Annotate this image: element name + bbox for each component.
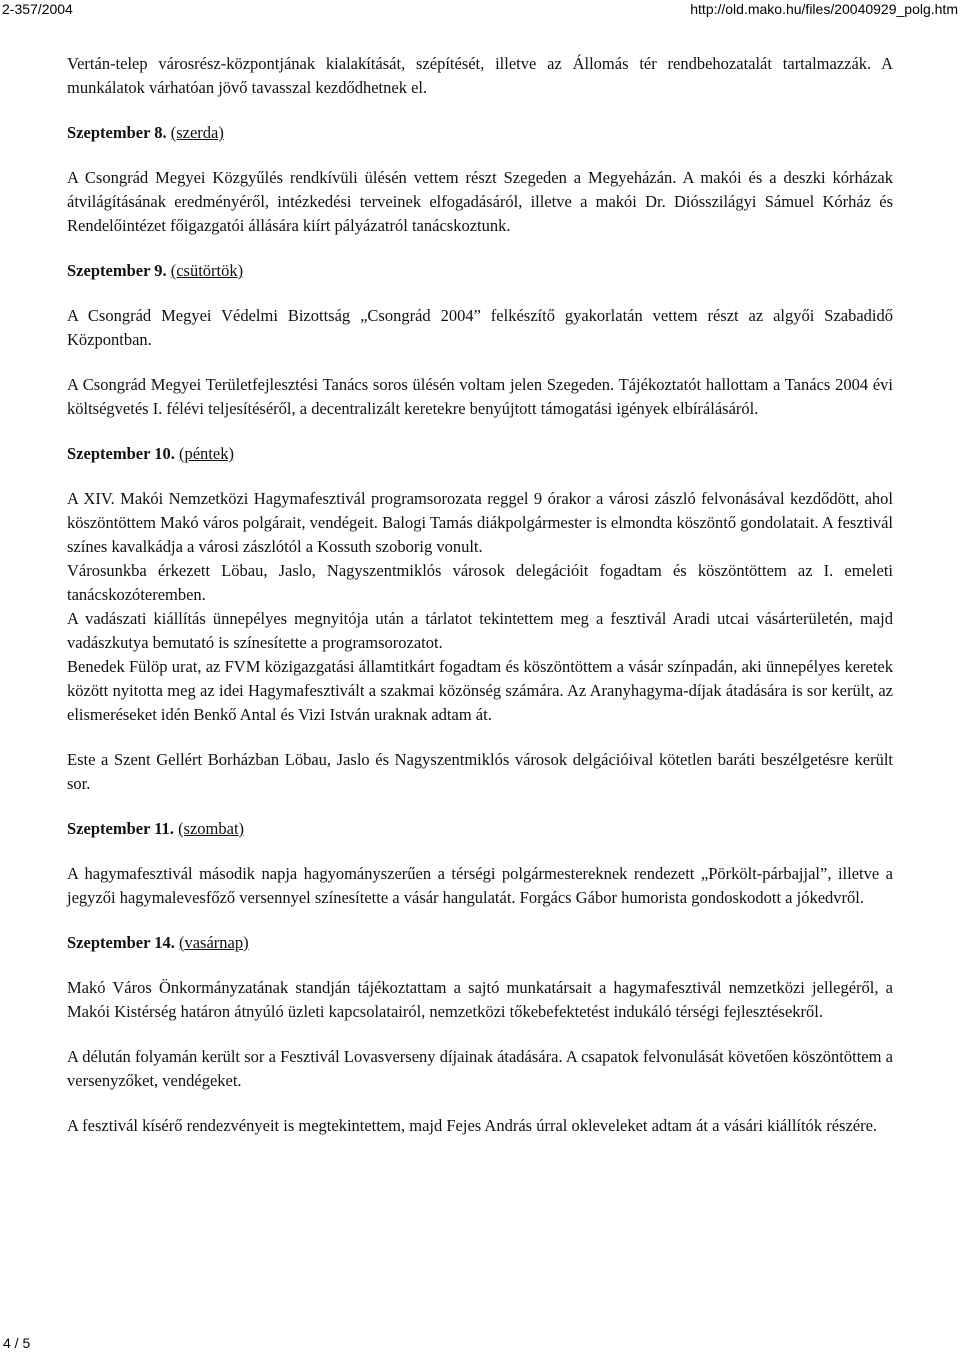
section-heading — [67, 931, 893, 955]
paragraph: Városunkba érkezett Löbau, Jaslo, Nagyszentmiklós városok delegációit fogadtam és köszöntöttem az I. emeleti tanácskozóteremben. — [67, 561, 893, 604]
section-day: (csütörtök) — [170, 261, 244, 280]
paragraph: Benedek Fülöp urat, az FVM közigazgatási államtitkárt fogadtam és köszöntöttem a vásár színpadán, aki ünnepélyes keretek között nyitotta meg az idei Hagymafesztivált a szakmai közönség számára. Az Aranyhagyma-díjak átadására is sor került, az elismeréseket idén Benkő Antal és Vizi István uraknak adtam át. — [67, 657, 893, 724]
paragraph: Makó Város Önkormányzatának standján tájékoztattam a sajtó munkatársait a hagymafesztivál nemzetközi jellegéről, a Makói Kistérség határon átnyúló üzleti kapcsolatairól, nemzetközi tőkebefektetést indukáló térségi fejlesztésekről. — [67, 978, 893, 1021]
paragraph: A XIV. Makói Nemzetközi Hagymafesztivál programsorozata reggel 9 órakor a városi zászló felvonásával kezdődött, ahol köszöntöttem Makó város polgárait, vendégeit. Balogi Tamás diákpolgármester is elmondta köszöntő gondolatait. A fesztivál színes kavalkádja a városi zászlótól a Kossuth szoborig vonult. — [67, 489, 893, 556]
paragraph: A fesztivál kísérő rendezvényeit is megtekintettem, majd Fejes András úrral okleveleket adtam át a vásári kiállítók részére. — [67, 1116, 878, 1135]
source-url: http://old.mako.hu/files/20040929_polg.htm — [690, 1, 958, 17]
document-number: 2-357/2004 — [2, 1, 73, 17]
section-day: (szombat) — [178, 819, 245, 838]
section-day: (szerda) — [170, 123, 224, 142]
section-date: Szeptember 8. — [67, 123, 167, 142]
section-heading — [67, 817, 893, 841]
section-date: Szeptember 14. — [67, 933, 175, 952]
section-date: Szeptember 11. — [67, 819, 174, 838]
paragraph: A Csongrád Megyei Védelmi Bizottság „Csongrád 2004” felkészítő gyakorlatán vettem részt az algyői Szabadidő Központban. — [67, 306, 893, 349]
document-body — [67, 52, 893, 1138]
paragraph: A Csongrád Megyei Közgyűlés rendkívüli ülésén vettem részt Szegeden a Megyeházán. A makói és a deszki kórházak átvilágításának eredményéről, intézkedési terveinek elfogadásáról, illetve a makói Dr. Diósszilágyi Sámuel Kórház és Rendelőintézet főigazgatói állására kiírt pályázatról tanácskoztunk. — [67, 168, 893, 235]
section-day: (vasárnap) — [178, 933, 249, 952]
paragraph: A hagymafesztivál második napja hagyományszerűen a térségi polgármestereknek rendezett „Pörkölt-párbajjal”, illetve a jegyzői hagymalevesfőző versennyel színesítette a vásár hangulatát. Forgács Gábor humorista gondoskodott a jókedvről. — [67, 864, 893, 907]
paragraph: A Csongrád Megyei Területfejlesztési Tanács soros ülésén voltam jelen Szegeden. Tájékoztatót hallottam a Tanács 2004 évi költségvetés I. félévi teljesítéséről, a decentralizált keretekre benyújtott támogatási igények elbírálásáról. — [67, 375, 893, 418]
section-date: Szeptember 10. — [67, 444, 175, 463]
section-heading — [67, 121, 893, 145]
section-heading — [67, 442, 893, 466]
paragraph: A vadászati kiállítás ünnepélyes megnyitója után a tárlatot tekintettem meg a fesztivál Aradi utcai vásárterületén, majd vadászkutya bemutató is színesítette a programsorozatot. — [67, 609, 893, 652]
section-date: Szeptember 9. — [67, 261, 167, 280]
paragraph: A délután folyamán került sor a Fesztivál Lovasverseny díjainak átadására. A csapatok felvonulását követően köszöntöttem a versenyzőket, vendégeket. — [67, 1047, 893, 1090]
intro-paragraph: Vertán-telep városrész-központjának kialakítását, szépítését, illetve az Állomás tér rendbehozatalát tartalmazzák. A munkálatok várhatóan jövő tavasszal kezdődhetnek el. — [67, 54, 893, 97]
section-heading — [67, 259, 893, 283]
section-day: (péntek) — [178, 444, 234, 463]
print-header — [0, 0, 960, 18]
page-number: 4 / 5 — [3, 1335, 31, 1351]
paragraph: Este a Szent Gellért Borházban Löbau, Jaslo és Nagyszentmiklós városok delgációival kötetlen baráti beszélgetésre került sor. — [67, 750, 893, 793]
